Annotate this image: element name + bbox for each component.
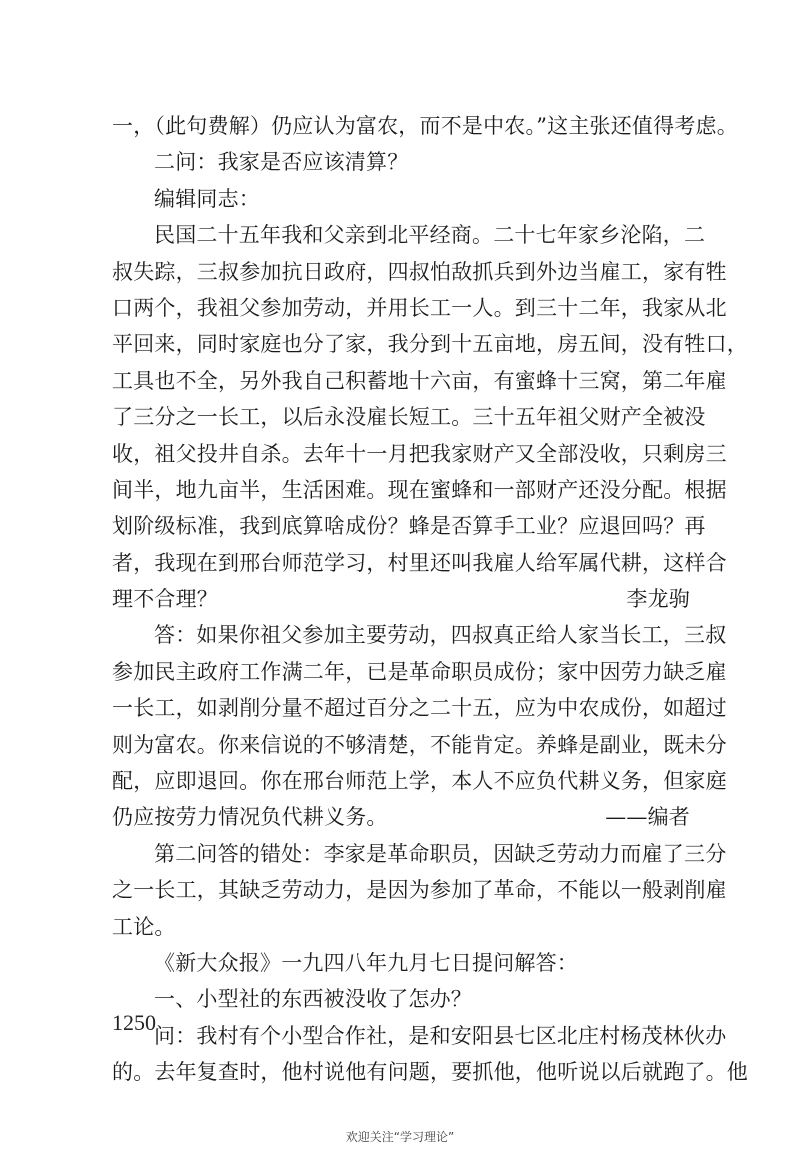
- text-line: 第二问答的错处：李家是革命职员，因缺乏劳动力而雇了三分: [154, 841, 727, 866]
- text-line: 仍应按劳力情况负代耕义务。: [112, 805, 388, 830]
- text-line: 口两个，我祖父参加劳动，并用长工一人。到三十二年，我家从北: [112, 295, 727, 320]
- text-line: 之一长工，其缺乏劳动力，是因为参加了革命，不能以一般剥削雇: [112, 878, 727, 903]
- editor-signature: ——编者: [605, 805, 690, 830]
- text-line: 答：如果你祖父参加主要劳动，四叔真正给人家当长工，三叔: [154, 623, 727, 648]
- text-line: 了三分之一长工，以后永没雇长短工。三十五年祖父财产全被没: [112, 405, 706, 430]
- text-line: 《新大众报》一九四八年九月七日提问解答：: [154, 950, 578, 975]
- text-line: 则为富农。你来信说的不够清楚，不能肯定。养蜂是副业，既未分: [112, 732, 727, 757]
- text-line: 平回来，同时家庭也分了家，我分到十五亩地，房五间，没有牲口，: [112, 332, 748, 357]
- text-line: 理不合理？: [112, 587, 218, 612]
- text-line: 者，我现在到邢台师范学习，村里还叫我雇人给军属代耕，这样合: [112, 550, 727, 575]
- text-line: 收，祖父投井自杀。去年十一月把我家财产又全部没收，只剩房三: [112, 441, 727, 466]
- text-line: 一、小型社的东西被没收了怎办？: [154, 987, 472, 1012]
- footer-watermark: 欢迎关注“学习理论”: [345, 1130, 455, 1144]
- text-line: 民国二十五年我和父亲到北平经商。二十七年家乡沦陷，二: [154, 223, 706, 248]
- letter-signature: 李龙驹: [626, 587, 690, 612]
- text-line: 问：我村有个小型合作社，是和安阳县七区北庄村杨茂林伙办: [154, 1023, 727, 1048]
- text-line: 划阶级标准，我到底算啥成份？蜂是否算手工业？应退回吗？再: [112, 514, 706, 539]
- text-line: 编辑同志：: [154, 186, 260, 211]
- text-line: 工论。: [112, 914, 176, 939]
- text-line: 的。去年复查时，他村说他有问题，要抓他，他听说以后就跑了。他: [112, 1060, 748, 1085]
- text-line: 一长工，如剥削分量不超过百分之二十五，应为中农成份，如超过: [112, 696, 727, 721]
- text-line: 工具也不全，另外我自己积蓄地十六亩，有蜜蜂十三窝，第二年雇: [112, 368, 727, 393]
- text-line: 配，应即退回。你在邢台师范上学，本人不应负代耕义务，但家庭: [112, 769, 727, 794]
- text-body: [112, 108, 748, 1091]
- text-line: 二问：我家是否应该清算？: [154, 150, 409, 175]
- text-line: 一，（此句费解）仍应认为富农，而不是中农。”这主张还值得考虑。: [112, 114, 738, 138]
- text-line: 叔失踪，三叔参加抗日政府，四叔怕敌抓兵到外边当雇工，家有牲: [112, 259, 727, 284]
- text-line: 间半，地九亩半，生活困难。现在蜜蜂和一部财产还没分配。根据: [112, 477, 727, 502]
- page-number: 1250: [112, 1010, 156, 1035]
- text-line: 参加民主政府工作满二年，已是革命职员成份；家中因劳力缺乏雇: [112, 659, 727, 684]
